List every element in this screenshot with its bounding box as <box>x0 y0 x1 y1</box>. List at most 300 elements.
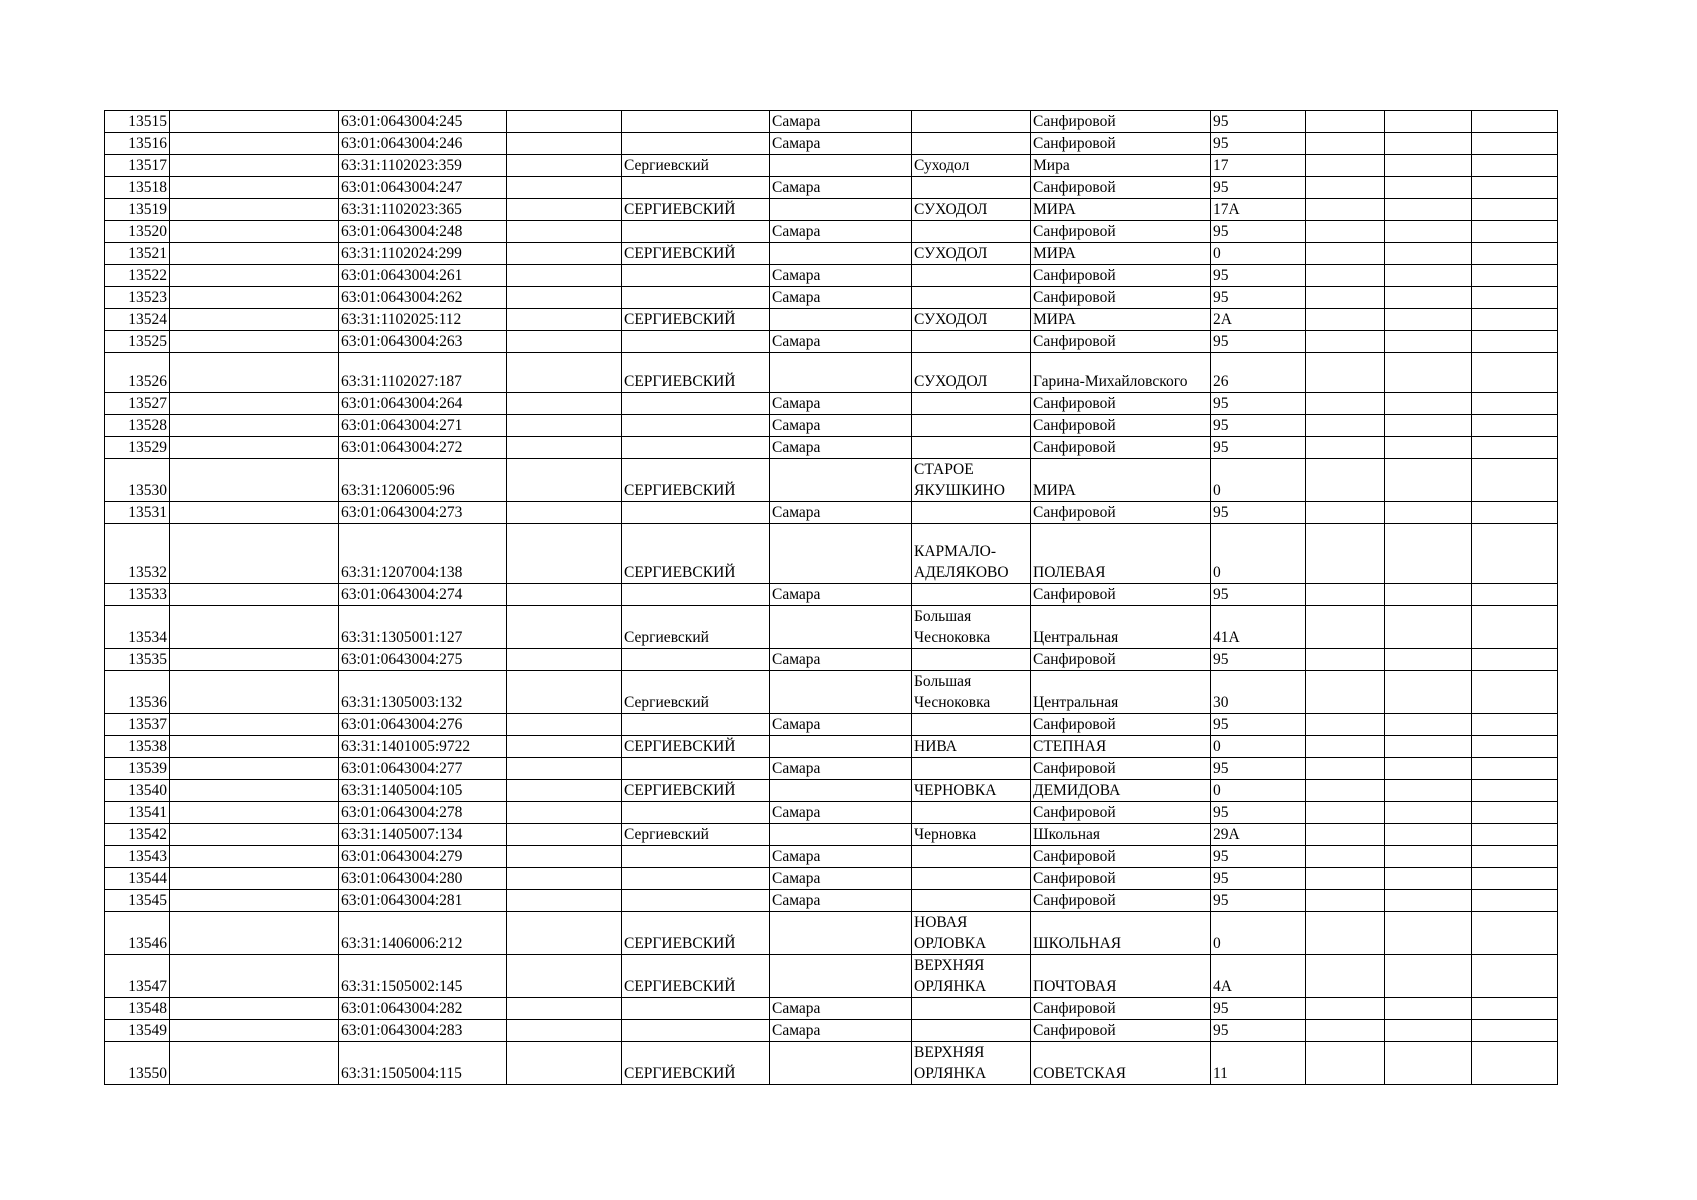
district-cell: СЕРГИЕВСКИЙ <box>622 780 770 802</box>
cadastral-number-cell: 63:01:0643004:246 <box>339 133 507 155</box>
empty-cell <box>507 524 622 584</box>
city-cell <box>770 1042 912 1085</box>
table-row <box>105 437 1558 459</box>
empty-cell <box>170 1042 339 1085</box>
house-cell: 95 <box>1211 415 1306 437</box>
district-cell <box>622 221 770 243</box>
cadastral-number-cell: 63:31:1405007:134 <box>339 824 507 846</box>
empty-cell <box>507 912 622 955</box>
locality-cell <box>912 758 1031 780</box>
row-number-cell: 13519 <box>105 199 170 221</box>
table-row <box>105 155 1558 177</box>
row-number-cell: 13544 <box>105 868 170 890</box>
empty-cell <box>170 649 339 671</box>
empty-cell <box>1306 868 1385 890</box>
locality-cell: СУХОДОЛ <box>912 243 1031 265</box>
empty-cell <box>170 824 339 846</box>
district-cell <box>622 714 770 736</box>
empty-cell <box>1472 1020 1558 1042</box>
cadastral-number-cell: 63:01:0643004:245 <box>339 111 507 133</box>
locality-cell <box>912 802 1031 824</box>
empty-cell <box>507 998 622 1020</box>
street-cell: Санфировой <box>1031 802 1211 824</box>
table-row <box>105 111 1558 133</box>
street-cell: Санфировой <box>1031 868 1211 890</box>
district-cell <box>622 649 770 671</box>
cadastral-number-cell: 63:01:0643004:263 <box>339 331 507 353</box>
empty-cell <box>1472 912 1558 955</box>
row-number-cell: 13541 <box>105 802 170 824</box>
city-cell <box>770 606 912 649</box>
empty-cell <box>1306 1020 1385 1042</box>
house-cell: 0 <box>1211 459 1306 502</box>
cadastral-number-cell: 63:01:0643004:283 <box>339 1020 507 1042</box>
empty-cell <box>1472 890 1558 912</box>
empty-cell <box>1385 998 1472 1020</box>
empty-cell <box>1385 393 1472 415</box>
district-cell <box>622 868 770 890</box>
table-row <box>105 287 1558 309</box>
empty-cell <box>1385 955 1472 998</box>
empty-cell <box>1472 671 1558 714</box>
table-row <box>105 606 1558 649</box>
empty-cell <box>1306 287 1385 309</box>
house-cell: 17А <box>1211 199 1306 221</box>
empty-cell <box>1472 524 1558 584</box>
district-cell <box>622 1020 770 1042</box>
empty-cell <box>1385 1042 1472 1085</box>
cadastral-number-cell: 63:31:1102023:365 <box>339 199 507 221</box>
house-cell: 95 <box>1211 802 1306 824</box>
city-cell: Самара <box>770 998 912 1020</box>
empty-cell <box>1472 177 1558 199</box>
street-cell: Санфировой <box>1031 331 1211 353</box>
table-row <box>105 780 1558 802</box>
empty-cell <box>170 309 339 331</box>
empty-cell <box>1385 199 1472 221</box>
empty-cell <box>1472 353 1558 393</box>
city-cell: Самара <box>770 846 912 868</box>
street-cell: Санфировой <box>1031 714 1211 736</box>
locality-cell: КАРМАЛО- АДЕЛЯКОВО <box>912 524 1031 584</box>
empty-cell <box>1472 415 1558 437</box>
empty-cell <box>1306 955 1385 998</box>
empty-cell <box>1472 243 1558 265</box>
house-cell: 95 <box>1211 177 1306 199</box>
table-row <box>105 890 1558 912</box>
table-row <box>105 459 1558 502</box>
empty-cell <box>1472 155 1558 177</box>
table-body <box>105 111 1558 1085</box>
table-row <box>105 912 1558 955</box>
empty-cell <box>1385 459 1472 502</box>
empty-cell <box>507 802 622 824</box>
empty-cell <box>1385 649 1472 671</box>
street-cell: ПОЛЕВАЯ <box>1031 524 1211 584</box>
empty-cell <box>1472 846 1558 868</box>
row-number-cell: 13533 <box>105 584 170 606</box>
street-cell: Санфировой <box>1031 221 1211 243</box>
empty-cell <box>1306 671 1385 714</box>
table-row <box>105 502 1558 524</box>
city-cell: Самара <box>770 584 912 606</box>
empty-cell <box>170 758 339 780</box>
district-cell: СЕРГИЕВСКИЙ <box>622 1042 770 1085</box>
locality-cell: НИВА <box>912 736 1031 758</box>
house-cell: 95 <box>1211 584 1306 606</box>
cadastral-number-cell: 63:31:1102027:187 <box>339 353 507 393</box>
empty-cell <box>170 998 339 1020</box>
district-cell <box>622 111 770 133</box>
house-cell: 17 <box>1211 155 1306 177</box>
locality-cell <box>912 177 1031 199</box>
row-number-cell: 13542 <box>105 824 170 846</box>
table-row <box>105 353 1558 393</box>
city-cell <box>770 824 912 846</box>
empty-cell <box>1306 758 1385 780</box>
cadastral-number-cell: 63:01:0643004:280 <box>339 868 507 890</box>
locality-cell <box>912 265 1031 287</box>
empty-cell <box>170 177 339 199</box>
district-cell <box>622 393 770 415</box>
empty-cell <box>1306 649 1385 671</box>
street-cell: Санфировой <box>1031 111 1211 133</box>
city-cell: Самара <box>770 221 912 243</box>
street-cell: Санфировой <box>1031 846 1211 868</box>
table-row <box>105 714 1558 736</box>
row-number-cell: 13528 <box>105 415 170 437</box>
table-row <box>105 309 1558 331</box>
row-number-cell: 13531 <box>105 502 170 524</box>
table-row <box>105 133 1558 155</box>
empty-cell <box>1385 868 1472 890</box>
locality-cell <box>912 415 1031 437</box>
empty-cell <box>1385 353 1472 393</box>
empty-cell <box>507 758 622 780</box>
empty-cell <box>507 265 622 287</box>
empty-cell <box>1385 155 1472 177</box>
street-cell: Санфировой <box>1031 998 1211 1020</box>
house-cell: 95 <box>1211 287 1306 309</box>
cadastral-number-cell: 63:01:0643004:282 <box>339 998 507 1020</box>
locality-cell <box>912 584 1031 606</box>
house-cell: 0 <box>1211 780 1306 802</box>
table-row <box>105 868 1558 890</box>
empty-cell <box>1472 199 1558 221</box>
row-number-cell: 13527 <box>105 393 170 415</box>
locality-cell <box>912 331 1031 353</box>
city-cell: Самара <box>770 265 912 287</box>
empty-cell <box>1385 758 1472 780</box>
locality-cell: СУХОДОЛ <box>912 309 1031 331</box>
empty-cell <box>1306 736 1385 758</box>
empty-cell <box>1472 265 1558 287</box>
empty-cell <box>507 1042 622 1085</box>
city-cell <box>770 736 912 758</box>
row-number-cell: 13549 <box>105 1020 170 1042</box>
city-cell <box>770 459 912 502</box>
house-cell: 95 <box>1211 331 1306 353</box>
cadastral-number-cell: 63:31:1206005:96 <box>339 459 507 502</box>
empty-cell <box>1472 955 1558 998</box>
street-cell: Центральная <box>1031 606 1211 649</box>
locality-cell <box>912 287 1031 309</box>
cadastral-number-cell: 63:01:0643004:281 <box>339 890 507 912</box>
street-cell: Санфировой <box>1031 1020 1211 1042</box>
row-number-cell: 13538 <box>105 736 170 758</box>
city-cell: Самара <box>770 714 912 736</box>
street-cell: Школьная <box>1031 824 1211 846</box>
locality-cell: ВЕРХНЯЯ ОРЛЯНКА <box>912 955 1031 998</box>
street-cell: МИРА <box>1031 309 1211 331</box>
city-cell <box>770 155 912 177</box>
locality-cell <box>912 111 1031 133</box>
empty-cell <box>170 736 339 758</box>
district-cell <box>622 890 770 912</box>
empty-cell <box>1385 912 1472 955</box>
street-cell: ДЕМИДОВА <box>1031 780 1211 802</box>
empty-cell <box>1472 331 1558 353</box>
house-cell: 95 <box>1211 502 1306 524</box>
district-cell: СЕРГИЕВСКИЙ <box>622 524 770 584</box>
empty-cell <box>1306 111 1385 133</box>
empty-cell <box>1385 846 1472 868</box>
empty-cell <box>507 353 622 393</box>
street-cell: ПОЧТОВАЯ <box>1031 955 1211 998</box>
empty-cell <box>507 868 622 890</box>
empty-cell <box>1306 265 1385 287</box>
table-row <box>105 824 1558 846</box>
empty-cell <box>1472 111 1558 133</box>
empty-cell <box>1472 606 1558 649</box>
empty-cell <box>170 868 339 890</box>
row-number-cell: 13534 <box>105 606 170 649</box>
empty-cell <box>507 459 622 502</box>
house-cell: 2А <box>1211 309 1306 331</box>
empty-cell <box>1306 353 1385 393</box>
empty-cell <box>1472 393 1558 415</box>
row-number-cell: 13518 <box>105 177 170 199</box>
house-cell: 0 <box>1211 912 1306 955</box>
empty-cell <box>1385 671 1472 714</box>
empty-cell <box>1306 890 1385 912</box>
empty-cell <box>170 714 339 736</box>
city-cell: Самара <box>770 393 912 415</box>
empty-cell <box>507 155 622 177</box>
street-cell: Санфировой <box>1031 177 1211 199</box>
empty-cell <box>1472 309 1558 331</box>
row-number-cell: 13525 <box>105 331 170 353</box>
cadastral-number-cell: 63:01:0643004:277 <box>339 758 507 780</box>
house-cell: 95 <box>1211 437 1306 459</box>
empty-cell <box>1306 824 1385 846</box>
locality-cell <box>912 1020 1031 1042</box>
cadastral-number-cell: 63:31:1305001:127 <box>339 606 507 649</box>
empty-cell <box>170 243 339 265</box>
street-cell: Санфировой <box>1031 890 1211 912</box>
row-number-cell: 13550 <box>105 1042 170 1085</box>
cadastral-number-cell: 63:31:1102023:359 <box>339 155 507 177</box>
data-table <box>104 110 1558 1085</box>
empty-cell <box>170 802 339 824</box>
empty-cell <box>1472 459 1558 502</box>
table-row <box>105 177 1558 199</box>
district-cell: СЕРГИЕВСКИЙ <box>622 243 770 265</box>
empty-cell <box>1385 111 1472 133</box>
row-number-cell: 13523 <box>105 287 170 309</box>
street-cell: Санфировой <box>1031 502 1211 524</box>
locality-cell: СУХОДОЛ <box>912 353 1031 393</box>
table-row <box>105 415 1558 437</box>
empty-cell <box>1385 584 1472 606</box>
table-row <box>105 524 1558 584</box>
street-cell: Гарина-Михайловского <box>1031 353 1211 393</box>
locality-cell: СУХОДОЛ <box>912 199 1031 221</box>
house-cell: 95 <box>1211 133 1306 155</box>
empty-cell <box>1306 846 1385 868</box>
city-cell <box>770 199 912 221</box>
empty-cell <box>1472 221 1558 243</box>
district-cell <box>622 177 770 199</box>
house-cell: 95 <box>1211 868 1306 890</box>
locality-cell: Черновка <box>912 824 1031 846</box>
empty-cell <box>170 671 339 714</box>
empty-cell <box>170 955 339 998</box>
district-cell <box>622 331 770 353</box>
empty-cell <box>507 714 622 736</box>
house-cell: 95 <box>1211 998 1306 1020</box>
city-cell: Самара <box>770 502 912 524</box>
empty-cell <box>1306 502 1385 524</box>
empty-cell <box>170 221 339 243</box>
cadastral-number-cell: 63:31:1406006:212 <box>339 912 507 955</box>
house-cell: 95 <box>1211 265 1306 287</box>
empty-cell <box>507 243 622 265</box>
cadastral-number-cell: 63:31:1207004:138 <box>339 524 507 584</box>
empty-cell <box>507 824 622 846</box>
empty-cell <box>1306 584 1385 606</box>
row-number-cell: 13543 <box>105 846 170 868</box>
empty-cell <box>1472 868 1558 890</box>
table-row <box>105 1042 1558 1085</box>
empty-cell <box>507 649 622 671</box>
district-cell: Сергиевский <box>622 824 770 846</box>
empty-cell <box>1385 265 1472 287</box>
street-cell: Санфировой <box>1031 133 1211 155</box>
district-cell: Сергиевский <box>622 671 770 714</box>
cadastral-number-cell: 63:01:0643004:272 <box>339 437 507 459</box>
empty-cell <box>1306 155 1385 177</box>
house-cell: 29А <box>1211 824 1306 846</box>
empty-cell <box>1306 437 1385 459</box>
street-cell: Центральная <box>1031 671 1211 714</box>
street-cell: Санфировой <box>1031 437 1211 459</box>
street-cell: Санфировой <box>1031 758 1211 780</box>
city-cell: Самара <box>770 437 912 459</box>
empty-cell <box>170 846 339 868</box>
empty-cell <box>507 955 622 998</box>
empty-cell <box>170 606 339 649</box>
empty-cell <box>1472 758 1558 780</box>
empty-cell <box>507 309 622 331</box>
empty-cell <box>507 606 622 649</box>
cadastral-number-cell: 63:01:0643004:262 <box>339 287 507 309</box>
empty-cell <box>1385 606 1472 649</box>
city-cell <box>770 671 912 714</box>
house-cell: 95 <box>1211 649 1306 671</box>
city-cell <box>770 955 912 998</box>
row-number-cell: 13522 <box>105 265 170 287</box>
empty-cell <box>1385 133 1472 155</box>
district-cell: Сергиевский <box>622 606 770 649</box>
empty-cell <box>170 415 339 437</box>
cadastral-number-cell: 63:31:1102024:299 <box>339 243 507 265</box>
row-number-cell: 13530 <box>105 459 170 502</box>
empty-cell <box>507 437 622 459</box>
empty-cell <box>170 393 339 415</box>
locality-cell <box>912 221 1031 243</box>
house-cell: 0 <box>1211 243 1306 265</box>
district-cell: СЕРГИЕВСКИЙ <box>622 955 770 998</box>
empty-cell <box>1385 1020 1472 1042</box>
district-cell: СЕРГИЕВСКИЙ <box>622 353 770 393</box>
city-cell: Самара <box>770 1020 912 1042</box>
row-number-cell: 13548 <box>105 998 170 1020</box>
row-number-cell: 13520 <box>105 221 170 243</box>
street-cell: Мира <box>1031 155 1211 177</box>
district-cell <box>622 998 770 1020</box>
empty-cell <box>507 502 622 524</box>
locality-cell: СТАРОЕ ЯКУШКИНО <box>912 459 1031 502</box>
city-cell: Самара <box>770 331 912 353</box>
empty-cell <box>1472 1042 1558 1085</box>
city-cell <box>770 243 912 265</box>
empty-cell <box>507 671 622 714</box>
empty-cell <box>1385 524 1472 584</box>
empty-cell <box>1306 780 1385 802</box>
city-cell <box>770 353 912 393</box>
street-cell: Санфировой <box>1031 415 1211 437</box>
table-row <box>105 243 1558 265</box>
table-row <box>105 736 1558 758</box>
city-cell: Самара <box>770 177 912 199</box>
house-cell: 0 <box>1211 736 1306 758</box>
row-number-cell: 13517 <box>105 155 170 177</box>
locality-cell: НОВАЯ ОРЛОВКА <box>912 912 1031 955</box>
empty-cell <box>1472 649 1558 671</box>
table-row <box>105 998 1558 1020</box>
empty-cell <box>170 502 339 524</box>
empty-cell <box>1306 177 1385 199</box>
cadastral-number-cell: 63:31:1505004:115 <box>339 1042 507 1085</box>
empty-cell <box>170 437 339 459</box>
city-cell: Самара <box>770 868 912 890</box>
cadastral-number-cell: 63:01:0643004:279 <box>339 846 507 868</box>
district-cell <box>622 584 770 606</box>
empty-cell <box>170 199 339 221</box>
empty-cell <box>1385 802 1472 824</box>
empty-cell <box>1385 309 1472 331</box>
empty-cell <box>170 155 339 177</box>
empty-cell <box>507 393 622 415</box>
empty-cell <box>1385 331 1472 353</box>
empty-cell <box>507 415 622 437</box>
table-row <box>105 802 1558 824</box>
street-cell: МИРА <box>1031 199 1211 221</box>
row-number-cell: 13539 <box>105 758 170 780</box>
empty-cell <box>1385 890 1472 912</box>
row-number-cell: 13535 <box>105 649 170 671</box>
